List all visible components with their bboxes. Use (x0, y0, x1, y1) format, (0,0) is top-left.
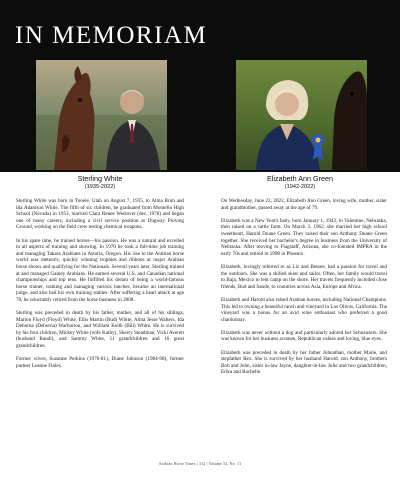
obituary-paragraph: On Wednesday, June 22, 2022, Elizabeth Ann Green, loving wife, mother, sister and grandmother, passed away at the age of 79. (221, 198, 387, 211)
life-dates: (1935-2022) (84, 184, 116, 190)
obituary-paragraph: Elizabeth was never without a dog and particularly adored her Schnauzers. She was known for her business acumen, Republican values and loving, blue eyes. (221, 329, 387, 343)
obituary-paragraph: Elizabeth and Harold also raised Arabian horses, including National Champions. This led to owning a beautiful ranch and vineyard in Los Olivos, California. The vineyard was a bonus for an avid wine enthusiast who preferred a good chardonnay. (221, 296, 387, 323)
obituary-paragraph: Elizabeth, lovingly referred to as Liz and Bessee, had a passion for travel and the outdoors. She was a skilled skier and sailor. Often, her family would travel to Baja, Mexico to tent camp on the shore. Her travels frequently included close friends, Bud and Sande, to countries across Asia, Europe and Africa. (221, 263, 387, 290)
sterling-caption (0, 174, 200, 190)
elizabeth-obituary-text (221, 198, 387, 383)
memoriam-header (0, 0, 400, 172)
obituary-paragraph: Sterling White was born in Tooele, Utah on August 7, 1935, to Alma Bruh and Ida Adamson White. The fifth of six children, he graduated from Montello High School (Nevada) in 1953, married Clara Renee Westover (dec. 1978) and began one of many careers, including a civil service position at Dugway Proving Ground, working on the field crew testing chemical weapons. (16, 198, 184, 231)
person-name: Sterling White (77, 174, 123, 183)
horse-and-man-image (36, 60, 167, 170)
obituary-paragraph: Elizabeth was preceded in death by her father Johnathan, mother Marie, and stepfather Rex. She is survived by her husband Harold, son Anthony, brothers Bob and John, sister in-law Jayne, daughter-in-law Julie and two grandchildren, Erika and Rachelle. (221, 349, 387, 376)
woman-and-horse-image (236, 60, 367, 170)
obituary-paragraph: Sterling was preceded in death by his father, mother, and all of his siblings, Marion Floyd (Floyd) White, Ellis Martin (Bud) White, Alma Jesse Walters, Ida Deborna (Deborna) Warburton, and William Keith (Bill) White. He is survived by his four children, Mickey White (wife Kathy), Sherry Steadman, Vicki Averett (husband Randi), and Sammy White, 11 grandchildren and 16 great grandchildren. (16, 310, 184, 350)
obituary-paragraph: Elizabeth was a New Year's baby, born January 1, 1943, in Valentine, Nebraska, then raised on a cattle farm. On March 3, 1962, she married her high school sweetheart, Harold Duane Green. They raised their son Anthony Duane Green together. She received her bachelor's degree in business from the University of Nebraska. After moving to Flagstaff, Arizona, she co-founded IMPRA in the early 70s and retired in 1998 in Phoenix. (221, 217, 387, 257)
sterling-obituary-text (16, 198, 184, 376)
elizabeth-caption (200, 174, 400, 190)
page-title: IN MEMORIAM (15, 22, 208, 49)
obituary-paragraph: Former wives, Suzanne Perkins (1976-81), Diane Johnson (1984-98), former partner Leanne Finley. (16, 356, 184, 369)
elizabeth-green-photo (236, 60, 367, 170)
page-footer: Arabian Horse Times | 312 | Volume 52, No. 11 (158, 462, 242, 466)
person-name: Elizabeth Ann Green (267, 174, 333, 183)
sterling-white-photo (36, 60, 167, 170)
obituary-paragraph: In his spare time, he trained horses—his passion. He was a natural and excelled in all aspects of training and showing. In 1970 he took a full-time job training and managing Takara Arabians in Astoria, Oregon. His rise in the Arabian horse world was meteoric, quickly winning trophies and ribbons at major Arabian horse shows and qualifying for the Nationals. Several years later, Sterling trained at and managed Gainey Arabians. He earned several U.S. and Canadian national championships and top tens. He fulfilled his dream of being a world-famous horse trainer, training and managing various ranches, became an international judge, and also had his own training stables. After suffering a heart attack at age 70, he reluctantly retired from the horse business in 2008. (16, 237, 184, 303)
life-dates: (1942-2022) (284, 184, 316, 190)
